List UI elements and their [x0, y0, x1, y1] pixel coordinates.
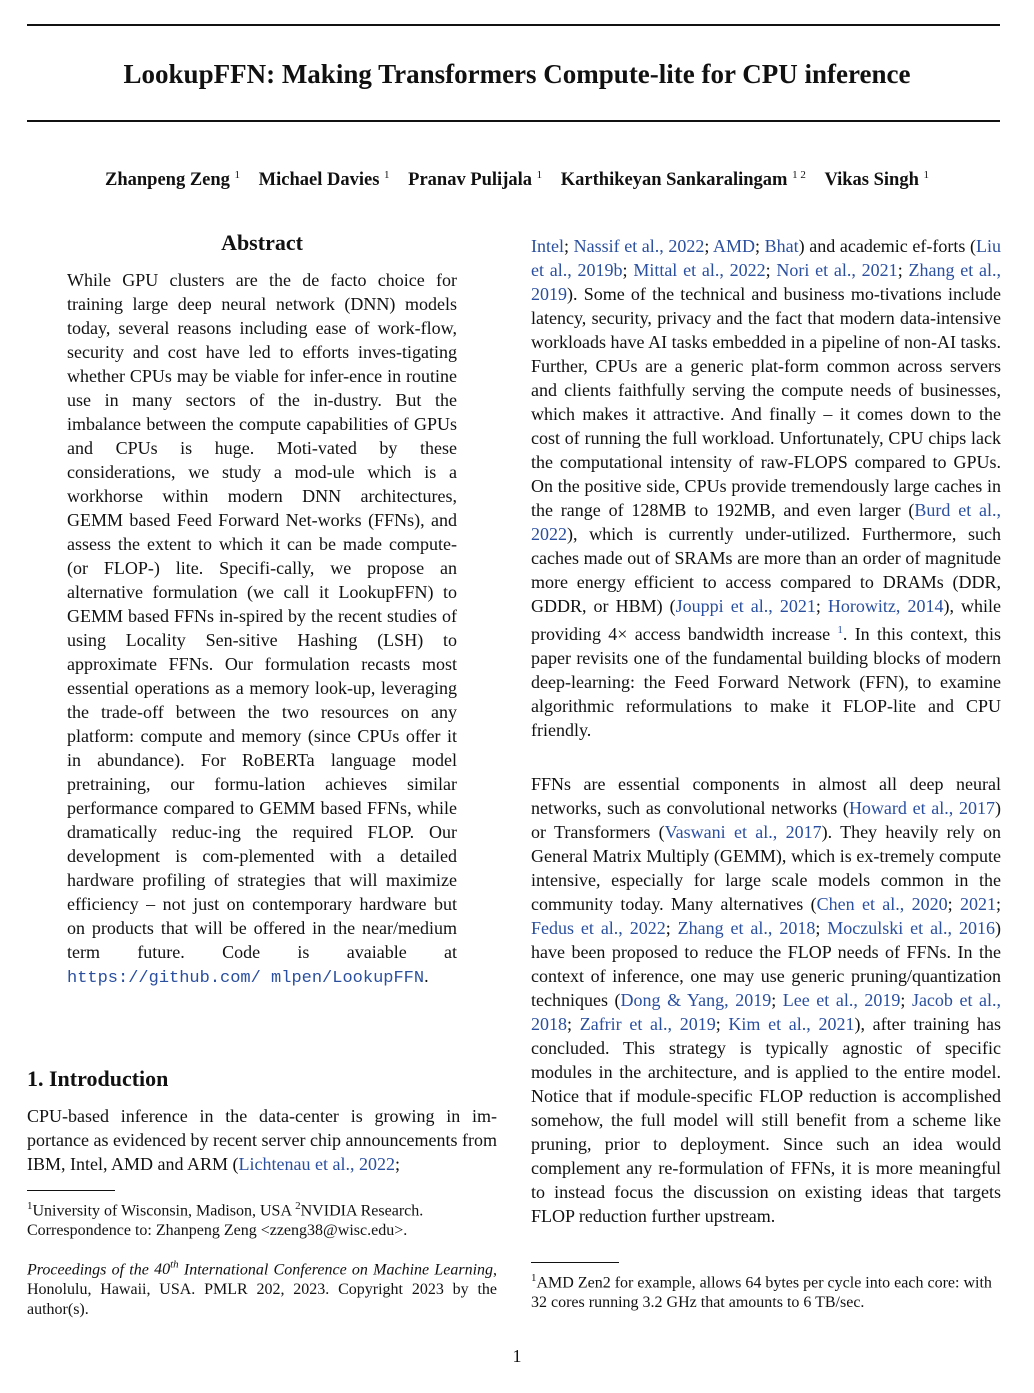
paragraph-text: ; [394, 1154, 400, 1174]
citation-link[interactable]: Nori et al., 2021 [776, 260, 898, 280]
proceedings-number [154, 1261, 179, 1278]
correspondence-text: Correspondence to: Zhanpeng Zeng <zzeng38@wisc.edu>. [27, 1222, 408, 1240]
footnote-text: NVIDIA Research. [300, 1202, 424, 1220]
citation-link[interactable]: Lee et al., 2019 [782, 990, 901, 1010]
intro-paragraph [27, 1104, 497, 1176]
paragraph-text: ). Some of the technical and business mo-tivations include latency, security, privacy and the fact that modern data-intensive workloads have AI tasks embedded in a pipeline of non-AI tasks. Further, CPUs are a generic plat-form common across servers and clients faithfully serving the compute needs of businesses, which makes it attractive. And finally – it comes down to the cost of running the full workload. Unfortunately, CPU chips lack the computational intensity of raw-FLOPS compared to GPUs. On the positive side, CPUs provide tremendously large caches in the range of 128MB to 192MB, and even larger ( [531, 284, 1001, 520]
proceedings-text: , Honolulu, Hawaii, USA. PMLR 202, 2023. Copyright 2023 by the author(s). [27, 1261, 498, 1319]
citation-link[interactable]: Intel [531, 236, 564, 256]
proceedings-note [27, 1255, 497, 1320]
author-name: Michael Davies [258, 170, 380, 191]
affiliation-footnote [27, 1196, 497, 1241]
proceedings-text: Proceedings of the [27, 1261, 149, 1279]
section-heading-introduction: 1. Introduction [27, 1066, 169, 1091]
author [561, 170, 806, 190]
abstract-heading: Abstract [221, 230, 303, 255]
abstract-text: While GPU clusters are the de facto choice for training large deep neural network (DNN) models today, several reasons including ease of work-flow, security and cost have led to efforts inves-tigating whether CPUs may be viable for infer-ence in routine use in many sectors of the in-dustry. But the imbalance between the compute capabilities of GPUs and CPUs is huge. Moti-vated by these considerations, we study a mod-ule which is a workhorse within modern DNN architectures, GEMM based Feed Forward Net-works (FFNs), and assess the extent to which it can be made compute- (or FLOP-) lite. Specifi-cally, we propose an alternative formulation (we call it LookupFFN) to GEMM based FFNs in-spired by the recent studies of using Locality Sen-sitive Hashing (LSH) to approximate FFNs. Our formulation recasts most essential operations as a memory look-up, leveraging the trade-off between the two resources on any platform: compute and memory (since CPUs offer it in abundance). For RoBERTa language model pretraining, our formu-lation achieves similar performance compared to GEMM based FFNs, while dramatically reduc-ing the required FLOP. Our development is com-plemented with a detailed hardware profiling of strategies that will maximize efficiency – not just on contemporary hardware but on products that will be offered in the near/medium term future. Code is avaiable at [67, 270, 457, 962]
paragraph-text: . In this context, this paper revisits one of the fundamental building blocks of modern deep-learning: the Feed Forward Network (FFN), to examine algorithmic reformulations to make it FLOP-lite and CPU friendly. [531, 624, 1001, 740]
citation-link[interactable]: Zhang et al., 2019 [531, 260, 1001, 304]
paragraph-text: ). They heavily rely on General Matrix Multiply (GEMM), which is ex-tremely compute intensive, especially for large scale models common in the community today. Many alternatives ( [531, 822, 1001, 914]
right-column-paragraph: Intel; Nassif et al., 2022; AMD; Bhat) and academic ef-forts (Liu et al., 2019b; Mittal et al., 2022; Nori et al., 2021; Zhang et al., 2019). Some of the technical and business mo-tivations include latency, security, privacy and the fact that modern data-intensive workloads have AI tasks embedded in a pipeline of non-AI tasks. Further, CPUs are a generic plat-form common across servers and clients faithfully serving the compute needs of businesses, which makes it attractive. And finally – it comes down to the cost of running the full workload. Unfortunately, CPU chips lack the computational intensity of raw-FLOPS compared to GPUs. On the positive side, CPUs provide tremendously large caches in the range of 128MB to 192MB, and even larger (Burd et al., 2022), which is currently under-utilized. Furthermore, such caches made out of SRAMs are more than an order of magnitude more energy efficient to access compared to DRAMs (DDR, GDDR, or HBM) (Jouppi et al., 2021; Horowitz, 2014), while providing 4× access bandwidth increase $^1$. In this context, this paper revisits one of the fundamental building blocks of modern deep-learning: the Feed Forward Network (FFN), to examine algorithmic reformulations to make it FLOP-lite and CPU friendly. [531, 236, 1001, 740]
citation-link[interactable]: Chen et al., 2020 [816, 894, 948, 914]
citation-link[interactable]: Kim et al., 2021 [728, 1014, 855, 1034]
citation-link[interactable]: Bhat [764, 236, 799, 256]
title-bottom-rule [27, 120, 1000, 122]
paragraph-text: CPU-based inference in the data-center is growing in im-portance as evidenced by recent server chip announcements from IBM, Intel, AMD and ARM ( [27, 1106, 497, 1174]
page-number: 1 [512, 1346, 522, 1366]
author-affiliation: 1 [234, 169, 241, 181]
author-affiliation: 1 [923, 169, 929, 181]
footnote-marker: 1 [531, 1272, 537, 1284]
footnote-rule [27, 1190, 115, 1191]
author-affiliation: 1 [384, 169, 390, 181]
paragraph-text: ) and academic ef-forts ( [798, 236, 976, 256]
proceedings-num: 40 [154, 1261, 171, 1279]
author [259, 170, 390, 190]
author [408, 170, 542, 190]
citation-link[interactable]: 2021 [959, 894, 996, 914]
right-column-paragraph: FFNs are essential components in almost all deep neural networks, such as convolutional networks (Howard et al., 2017) or Transformers (Vaswani et al., 2017). They heavily rely on General Matrix Multiply (GEMM), which is ex-tremely compute intensive, especially for large scale models common in the community today. Many alternatives (Chen et al., 2020; 2021; Fedus et al., 2022; Zhang et al., 2018; Moczulski et al., 2016) have been proposed to reduce the FLOP needs of FFNs. In the context of inference, one may use generic pruning/quantization techniques (Dong & Yang, 2019; Lee et al., 2019; Jacob et al., 2018; Zafrir et al., 2019; Kim et al., 2021), after training has concluded. This strategy is typically agnostic of specific modules in the architecture, and is applied to the entire model. Notice that if module-specific FLOP reduction is accomplished somehow, the full model will still benefit from a scheme like pruning, prior to deployment. Since such an idea would complement any re-formulation of FFNs, it is more meaningful to instead focus the discussion on existing ideas that targets FLOP reduction further upstream. [531, 774, 1001, 1226]
top-rule [27, 24, 1000, 26]
paragraph-text: ), after training has concluded. This strategy is typically agnostic of specific modules in the architecture, and is applied to the entire model. Notice that if module-specific FLOP reduction is accomplished somehow, the full model will still benefit from a scheme like pruning, prior to deployment. Since such an idea would complement any re-formulation of FFNs, it is more meaningful to instead focus the discussion on existing ideas that targets FLOP reduction further upstream. [531, 1014, 1001, 1226]
paragraph-text: ), which is currently under-utilized. Furthermore, such caches made out of SRAMs are more than an order of magnitude more energy efficient to access compared to DRAMs (DDR, GDDR, or HBM) ( [531, 524, 1001, 616]
author-name: Karthikeyan Sankaralingam [560, 170, 788, 191]
citation-link[interactable]: Lichtenau et al., 2022 [238, 1154, 395, 1174]
author-affiliation: 1 [536, 169, 543, 181]
citation-link[interactable]: AMD [713, 236, 756, 256]
paragraph-text: ), while providing 4× access bandwidth increase [531, 596, 1001, 644]
citation-link[interactable]: Liu et al., 2019b [531, 236, 1001, 280]
proceedings-sup: th [170, 1259, 179, 1271]
author-name: Pranav Pulijala [408, 170, 533, 191]
code-link[interactable] [67, 969, 424, 988]
citation-link[interactable]: Moczulski et al., 2016 [827, 918, 995, 938]
author-name: Zhanpeng Zeng [104, 170, 230, 191]
paragraph-text: ) or Transformers ( [531, 798, 1001, 842]
footnote-marker: 2 [295, 1200, 301, 1212]
citation-link[interactable]: Zhang et al., 2018 [677, 918, 816, 938]
author-name: Vikas Singh [824, 170, 919, 191]
paragraph-text: ) have been proposed to reduce the FLOP needs of FFNs. In the context of inference, one may use generic pruning/quantization techniques ( [531, 918, 1001, 1010]
paper-title: LookupFFN: Making Transformers Compute-lite for CPU inference [123, 59, 911, 89]
citation-link[interactable]: Jacob et al., 2018 [531, 990, 1001, 1034]
citation-link[interactable]: Fedus et al., 2022 [531, 918, 666, 938]
citation-link[interactable]: Nassif et al., 2022 [573, 236, 705, 256]
citation-link[interactable]: Horowitz, 2014 [827, 596, 944, 616]
citation-link[interactable]: Jouppi et al., 2021 [675, 596, 816, 616]
citation-link[interactable]: Burd et al., 2022 [531, 500, 1001, 544]
paragraph-text: FFNs are essential components in almost all deep neural networks, such as convolutional networks ( [531, 774, 1001, 818]
footnote-rule [531, 1262, 619, 1263]
author-list [0, 162, 1034, 193]
citation-link[interactable]: Howard et al., 2017 [848, 798, 995, 818]
amd-footnote [531, 1268, 1001, 1313]
footnote-text: University of Wisconsin, Madison, USA [32, 1202, 296, 1220]
author [824, 170, 929, 190]
code-link-part[interactable]: mlpen/LookupFFN [271, 969, 425, 988]
author-affiliation: 1 2 [792, 169, 806, 181]
citation-link[interactable]: Mittal et al., 2022 [633, 260, 766, 280]
proceedings-text: International Conference on Machine Learning [183, 1261, 494, 1279]
abstract-body: While GPU clusters are the de facto choice for training large deep neural network (DNN) models today, several reasons including ease of work-flow, security and cost have led to efforts inves-tigating whether CPUs may be viable for infer-ence in routine use in many sectors of the in-dustry. But the imbalance between the compute capabilities of GPUs and CPUs is huge. Moti-vated by these considerations, we study a mod-ule which is a workhorse within modern DNN architectures, GEMM based Feed Forward Net-works (FFNs), and assess the extent to which it can be made compute- (or FLOP-) lite. Specifi-cally, we propose an alternative formulation (we call it LookupFFN) to GEMM based FFNs in-spired by the recent studies of using Locality Sen-sitive Hashing (LSH) to approximate FFNs. Our formulation recasts most essential operations as a memory look-up, leveraging the trade-off between the two resources on any platform: compute and memory (since CPUs offer it in abundance). For RoBERTa language model pretraining, our formu-lation achieves similar performance compared to GEMM based FFNs, while dramatically reduc-ing the required FLOP. Our development is com-plemented with a detailed hardware profiling of strategies that will maximize efficiency – not just on contemporary hardware but on products that will be offered in the near/medium term future. Code is avaiable at https://github.com/ mlpen/LookupFFN. [67, 270, 457, 988]
citation-link[interactable]: Vaswani et al., 2017 [664, 822, 822, 842]
citation-link[interactable]: Dong & Yang, 2019 [620, 990, 772, 1010]
footnote-marker: 1 [27, 1200, 33, 1212]
citation-link[interactable]: Zafrir et al., 2019 [579, 1014, 716, 1034]
author [105, 170, 240, 190]
footnote-text: AMD Zen2 for example, allows 64 bytes per cycle into each core: with 32 cores running 3.2 GHz that amounts to 6 TB/sec. [531, 1274, 992, 1312]
code-link-part[interactable]: https://github.com/ [67, 969, 261, 988]
footnote-link[interactable]: 1 [837, 624, 843, 636]
